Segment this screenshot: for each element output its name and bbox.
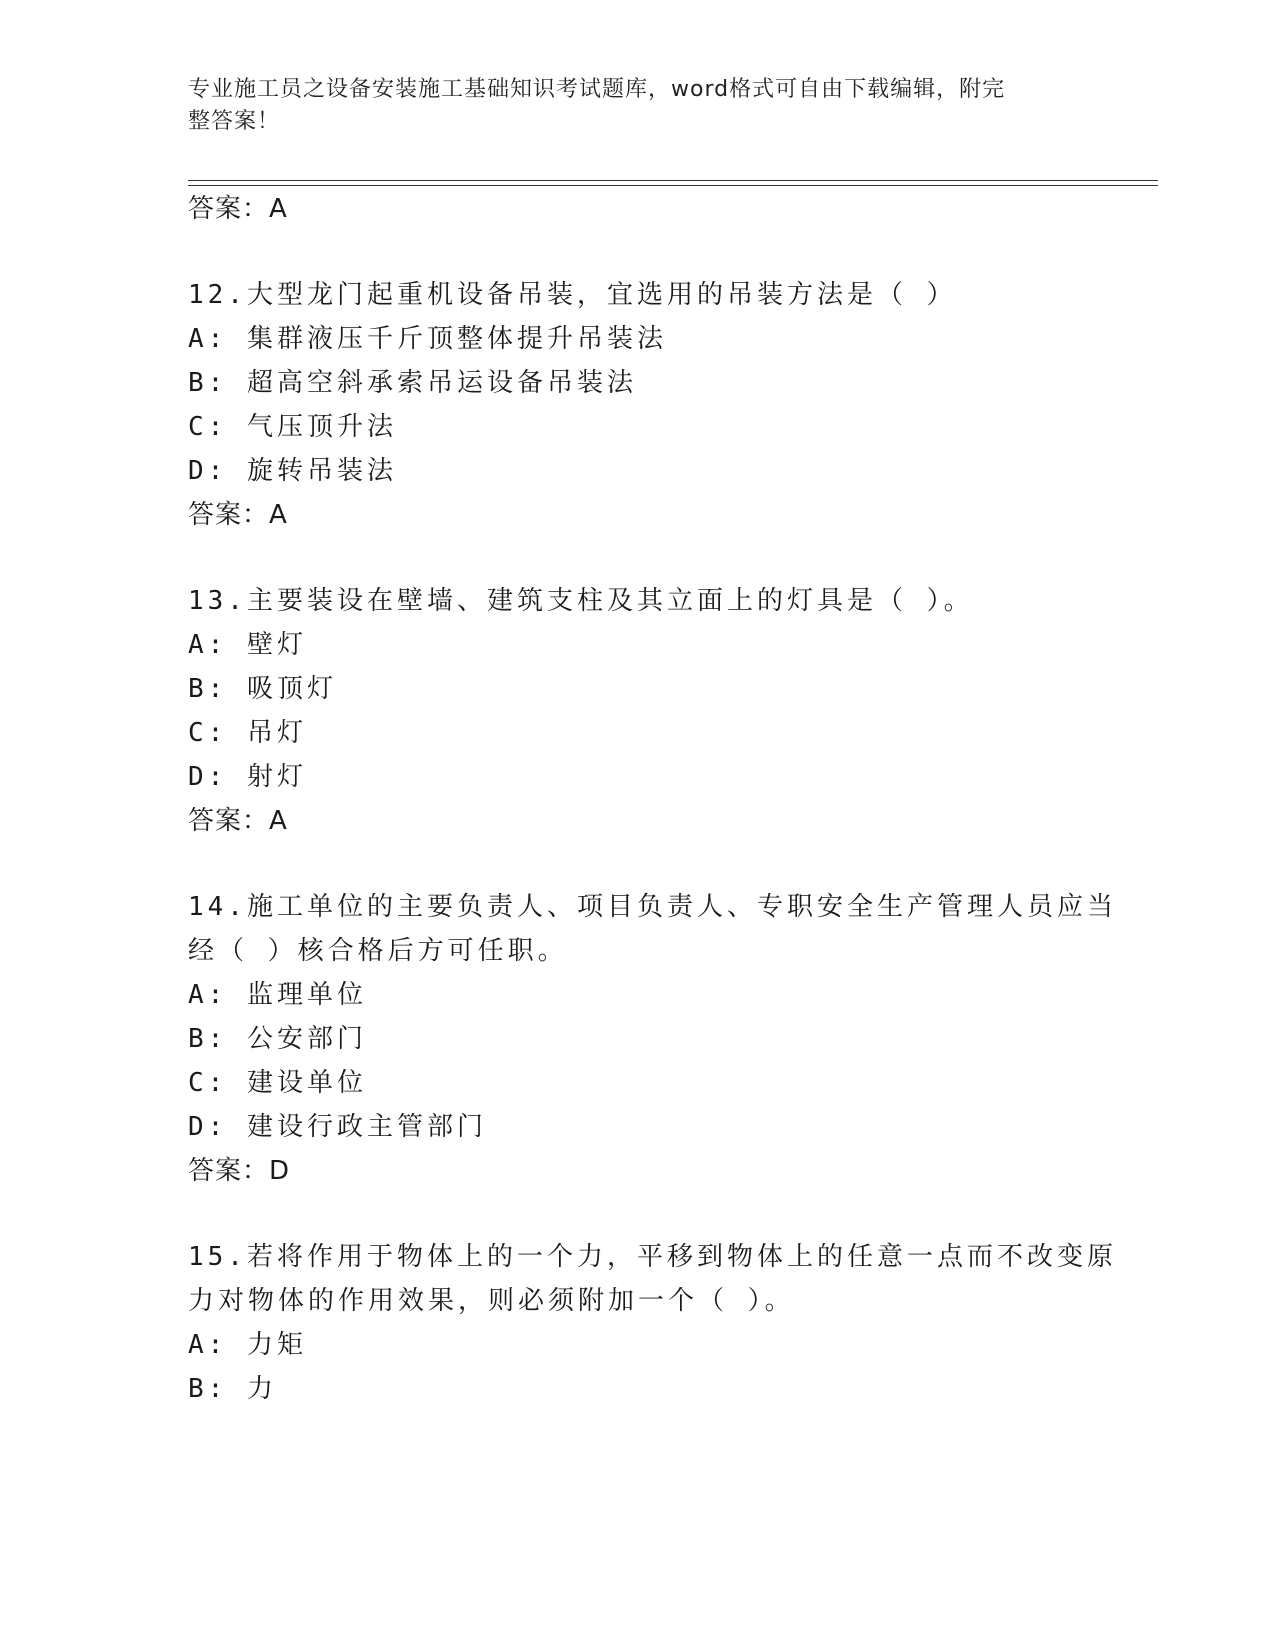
question-14-answer: 答案：D xyxy=(188,1156,291,1186)
question-12-option-a: A: 集群液压千斤顶整体提升吊装法 xyxy=(188,324,667,354)
question-13-option-c: C: 吊灯 xyxy=(188,718,307,748)
question-14-option-b: B: 公安部门 xyxy=(188,1024,367,1054)
question-13-option-a: A: 壁灯 xyxy=(188,630,307,660)
document-header xyxy=(188,74,1088,138)
header-divider-top xyxy=(188,180,1158,181)
question-15-stem-line-2: 力对物体的作用效果，则必须附加一个（ ）。 xyxy=(188,1286,795,1316)
header-line-2: 整答案！ xyxy=(188,109,281,134)
question-12-option-c: C: 气压顶升法 xyxy=(188,412,397,442)
header-line-1: 专业施工员之设备安装施工基础知识考试题库，word格式可自由下载编辑，附完 xyxy=(188,77,1006,102)
question-15-stem-line-1: 15.若将作用于物体上的一个力，平移到物体上的任意一点而不改变原 xyxy=(188,1242,1117,1272)
question-12-option-b: B: 超高空斜承索吊运设备吊装法 xyxy=(188,368,637,398)
question-13-option-d: D: 射灯 xyxy=(188,762,307,792)
question-15-option-b: B: 力 xyxy=(188,1374,277,1404)
question-15-option-a: A: 力矩 xyxy=(188,1330,307,1360)
answer-prev: 答案：A xyxy=(188,194,288,224)
question-14-stem-line-2: 经（ ）核合格后方可任职。 xyxy=(188,936,568,966)
question-12-option-d: D: 旋转吊装法 xyxy=(188,456,397,486)
question-13-answer: 答案：A xyxy=(188,806,288,836)
header-divider-bottom xyxy=(188,185,1158,186)
question-12-stem: 12.大型龙门起重机设备吊装，宜选用的吊装方法是（ ） xyxy=(188,280,957,310)
question-12-answer: 答案：A xyxy=(188,500,288,530)
question-14-option-d: D: 建设行政主管部门 xyxy=(188,1112,487,1142)
question-13-option-b: B: 吸顶灯 xyxy=(188,674,337,704)
question-13-stem: 13.主要装设在壁墙、建筑支柱及其立面上的灯具是（ ）。 xyxy=(188,586,974,616)
question-14-stem-line-1: 14.施工单位的主要负责人、项目负责人、专职安全生产管理人员应当 xyxy=(188,892,1117,922)
question-14-option-c: C: 建设单位 xyxy=(188,1068,367,1098)
question-14-option-a: A: 监理单位 xyxy=(188,980,367,1010)
